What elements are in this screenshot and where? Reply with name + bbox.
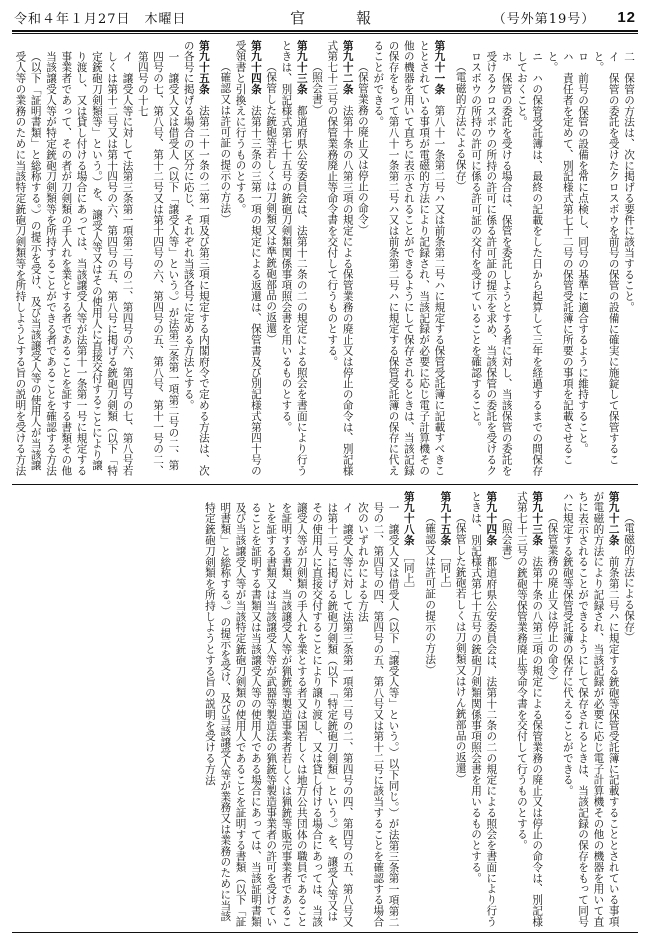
paragraph-text: 都道府県公安委員会は、法第十二条の二の規定による照会を書面により行うときは、別記様式第七十五号の銃砲刀剣類関係事項照会書を用いるものとする。 <box>470 491 498 927</box>
paragraph <box>590 40 621 478</box>
lower-vertical-text <box>14 491 636 938</box>
upper-text-block <box>14 40 636 478</box>
paragraph-text: 法第十三条の三第一項の規定による返還は、保管書及び別記様式第四十号の受領書と引換えに行うものとする。 <box>234 40 262 476</box>
paragraph <box>422 491 437 931</box>
paragraph <box>468 491 499 931</box>
paragraph <box>575 40 590 478</box>
middle-divider <box>12 484 638 485</box>
paragraph-text: （確認又は許可証の提示の方法） <box>424 512 437 676</box>
paragraph-text: （電磁的方法による保存） <box>454 61 467 192</box>
paragraph-text: （電磁的方法による保存） <box>623 512 635 643</box>
article-number: 第九十四条 <box>485 491 498 546</box>
paragraph <box>180 40 211 478</box>
paragraph <box>621 40 636 478</box>
paragraph-text: ホ 保管の委託を受ける場合は、保管を委託しようとする者に対し、当該保管の委託を受けるクロスボウの所持の許可に係る許可証の提示を求め、当該保管の委託を受けるクロスボウの所持の許可に係る許可証の交付を受けていることを確認すること。 <box>470 50 513 476</box>
paragraph <box>278 40 309 478</box>
article-number: 第九十二条 <box>607 491 620 546</box>
paragraph <box>263 40 278 478</box>
paragraph <box>217 40 232 478</box>
paragraph-text: イ 保管の委託を受けたクロスボウを前号の保管の設備に確実に施錠して保管すること。 <box>592 50 620 465</box>
paragraph <box>370 40 446 478</box>
paragraph <box>452 40 467 478</box>
article-number: 第九十三条 <box>531 491 544 546</box>
paragraph <box>135 40 181 478</box>
paragraph <box>621 491 636 931</box>
paragraph <box>544 491 559 931</box>
paragraph <box>309 40 324 478</box>
lower-text-block <box>14 491 636 938</box>
paragraph-text: （保管業務の廃止又は停止の命令） <box>546 512 559 687</box>
paragraph-text: （保管業務の廃止又は停止の命令） <box>356 61 369 236</box>
paragraph <box>355 491 401 938</box>
paragraph-text: イ 譲受人等に対して法第三条第一項第二号の二、第四号の六、第四号の七、第八号若しくは第十二号又は第十四号の六、第四号の五、第八号に掲げる銃砲刀剣類（以下「特定銃砲刀剣類等」という。）を、譲受人等又はその使用人に直接交付することにより譲り渡し、又は貸し付ける場合にあっては、当該譲受人等が法第十一条第一号に規定する事業者であって、その者が刀剣類の手入れを業とする者であることを証する書類その他当該譲受人等が特定銃砲刀剣類等を所持することができる者であることを確認する方法（以下「証明書類」と総称する。）の提示を受け、及び当該譲受人等の使用人が当該譲受人等の業務のために当該特定銃砲刀剣類等を所持しようとする旨の説明を受ける方法 <box>14 50 134 476</box>
paragraph-text: 前条第二号ハに規定する銃砲等保管受託簿に記載することとされている事項が電磁的方法により記録され、当該記録が必要に応じ電子計算機その他の機器を用いて直ちに表示されることができるようにして保存されるときは、当該記録の保存をもって同号ハに規定する銃砲等保管受託簿の保存に代えることができる。 <box>561 491 620 927</box>
paragraph-text: ニ ハの保管受託簿は、最終の記載をした日から起算して三年を経過するまでの間保存しておくこと。 <box>515 50 544 476</box>
paragraph <box>514 491 545 931</box>
paragraph-text: 法第十条の八第三項の規定による保管業務の廃止又は停止の命令は、別記様式第七十三号の保管業務廃止等命令書を交付して行うものとする。 <box>326 40 354 476</box>
paragraph-text: 法第十条の八第三項の規定による保管業務の廃止又は停止の命令は、別記様式第七十三号の銃砲等保管業務廃止等命令書を交付して行うものとする。 <box>515 491 544 927</box>
paragraph-text: 法第二十一条の二第一項及び第三項に規定する内閣府令で定める方法は、次の各号に掲げる場合の区分に応じ、それぞれ当該各号に定める方法とする。 <box>182 40 210 476</box>
paragraph <box>437 491 452 931</box>
gazette-header <box>14 6 636 28</box>
paragraph-text: ［同上］ <box>439 545 452 595</box>
footer-rule <box>12 932 638 933</box>
paragraph-text: イ 譲受人等に対して法第三条第一項第二号の二、第四号の四、第四号の五、第八号又は第十二号に掲げる銃砲刀剣類（以下「特定銃砲刀剣類」という。）を、譲受人等又はその使用人に直接交付することにより譲り渡し、又は貸し付ける場合にあっては、当該譲受人等が刀剣類の手入れを業とする者又は国若しくは地方公共団体の職員であることを証明する書類、当該譲受人等が猟銃等製造事業者若しくは猟銃等販売事業者であることを証する書類又は当該譲受人等が武器等製造法の猟銃等製造事業者の許可を受けていることを証明する書類又は当該譲受人等の使用人である場合にあっては、当該証明書類及び当該譲受人等が当該特定銃砲刀剣類の使用人であることを証明する書類（以下「証明書類」と総称する。）の提示を受け、及び当該譲受人等が業務又は業務のために当該特定銃砲刀剣類を所持しようとする旨の説明を受ける方法 <box>203 501 354 927</box>
header-issue: （号外第19号） <box>492 11 596 27</box>
article-number: 第九十一条 <box>433 40 446 95</box>
article-number: 第九十四条 <box>249 40 262 95</box>
paragraph-text: （照会書） <box>500 512 513 567</box>
paragraph-text: ロ 前号の保管の設備を常に点検し、同号の基準に適合するように維持すること。 <box>577 50 590 454</box>
article-number: 第九十五条 <box>439 491 452 546</box>
paragraph-text: （確認又は許可証の提示の方法） <box>219 61 232 225</box>
header-date: 令和４年１月27日 木曜日 <box>14 11 187 27</box>
paragraph-text: （照会書） <box>311 61 324 116</box>
paragraph-text: 第八十一条第二号ハ又は前条第二号ハに規定する保管受託簿に記載すべきこととされている事項が電磁的方法により記録され、当該記録が必要に応じ電子計算機その他の機器を用いて直ちに表示されることができるようにして保存されるときは、当該記録の保存をもって第八十一条第二号ハ又は前条第二号ハに規定する保管受託簿の保存に代えることができる。 <box>372 40 446 476</box>
article-number: 第九十二条 <box>341 40 354 95</box>
paragraph <box>401 491 416 931</box>
header-rule <box>12 30 638 32</box>
paragraph-text: 二 保管の方法は、次に掲げる要件に該当すること。 <box>623 50 635 313</box>
paragraph <box>12 40 134 478</box>
paragraph <box>232 40 263 478</box>
paragraph <box>452 491 467 931</box>
paragraph <box>202 491 355 931</box>
paragraph-text: ［同上］ <box>402 545 415 595</box>
article-number: 第九十八条 <box>402 491 415 546</box>
paragraph <box>544 40 575 478</box>
paragraph <box>324 40 355 478</box>
paragraph-text: （保管した銃砲若しくは刀剣類又はけん銃部品の返還） <box>454 512 467 785</box>
paragraph-text: （保管した銃砲等若しくは刀剣類又は準銃砲部品の返還） <box>265 61 278 345</box>
header-rule-thin <box>12 33 638 34</box>
upper-vertical-text <box>14 40 636 478</box>
paragraph <box>514 40 545 478</box>
paragraph-text: 一 譲受人又は借受人（以下「譲受人等」という。）以下同じ。）が法第三条第一項第二号の二、第四号の四、第四号の五、第八号又は第十二号に該当することを確認する場合 次のいずれかによる方法 <box>356 501 400 938</box>
paragraph <box>560 491 621 931</box>
header-title: 官 報 <box>290 8 390 27</box>
paragraph <box>498 491 513 931</box>
paragraph-text: 都道府県公安委員会は、法第十二条の二の規定による照会を書面により行うときは、別記様式第七十五号の銃砲刀剣類関係事項照会書を用いるものとする。 <box>280 40 308 476</box>
paragraph-text: ハ 責任者を定めて、別記様式第七十二号の保管受託簿に所要の事項を記載させること。 <box>546 50 574 465</box>
paragraph <box>355 40 370 478</box>
page-number: 12 <box>617 8 636 26</box>
article-number: 第九十三条 <box>295 40 308 95</box>
paragraph <box>468 40 514 478</box>
article-number: 第九十五条 <box>197 40 210 95</box>
paragraph-text: 一 譲受人又は借受人（以下「譲受人等」という。）が法第三条第一項第二号の二、第四号の七、第八号、第十二号又は第十四号の六、第四号の五、第八号、第十一号の二、第四号の十七 <box>136 50 180 476</box>
